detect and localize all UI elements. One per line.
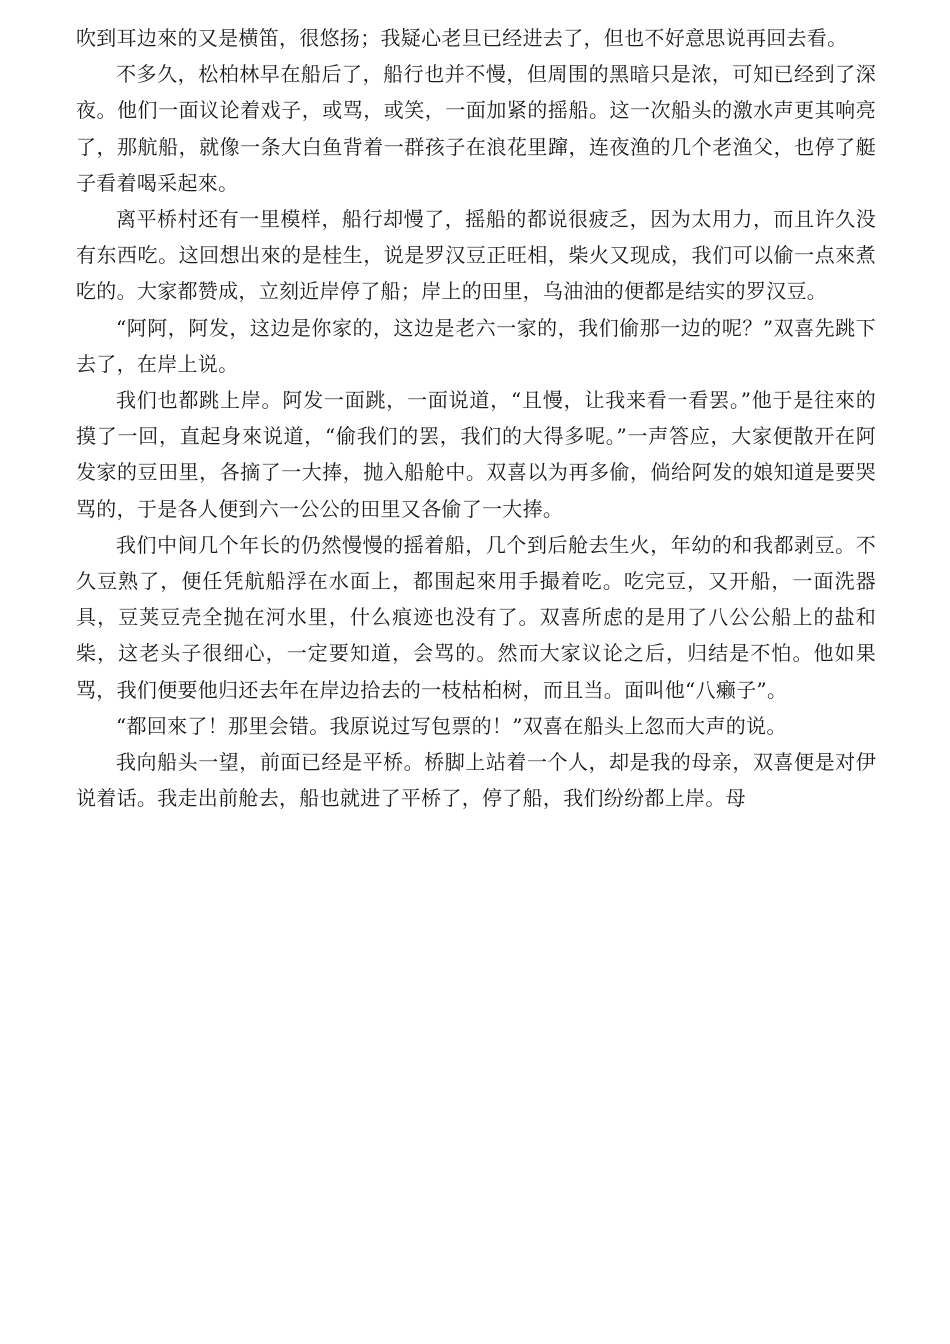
story-text — [76, 20, 876, 816]
paragraph: 不多久，松柏林早在船后了，船行也并不慢，但周围的黑暗只是浓，可知已经到了深夜。他们一面议论着戏子，或骂，或笑，一面加紧的摇船。这一次船头的激水声更其响亮了，那航船，就像一条大白鱼背着一群孩子在浪花里蹿，连夜渔的几个老渔父，也停了艇子看着喝采起來。 — [76, 62, 876, 195]
paragraph: “都回來了！那里会错。我原说过写包票的！”双喜在船头上忽而大声的说。 — [116, 713, 787, 738]
paragraph: 我们也都跳上岸。阿发一面跳，一面说道，“且慢，让我来看一看罢。”他于是往來的摸了一回，直起身來说道，“偷我们的罢，我们的大得多呢。”一声答应，大家便散开在阿发家的豆田里，各摘了一大捧，抛入船舱中。双喜以为再多偷，倘给阿发的娘知道是要哭骂的，于是各人便到六一公公的田里又各偷了一大捧。 — [76, 388, 876, 521]
paragraph: 离平桥村还有一里模样，船行却慢了，摇船的都说很疲乏，因为太用力，而且许久没有东西吃。这回想出來的是桂生，说是罗汉豆正旺相，柴火又现成，我们可以偷一点來煮吃的。大家都赞成，立刻近岸停了船；岸上的田里，乌油油的便都是结实的罗汉豆。 — [76, 207, 876, 304]
paragraph: 我向船头一望，前面已经是平桥。桥脚上站着一个人，却是我的母亲，双喜便是对伊说着话。我走出前舱去，船也就进了平桥了，停了船，我们纷纷都上岸。母 — [76, 750, 876, 811]
paragraph: 我们中间几个年长的仍然慢慢的摇着船，几个到后舱去生火，年幼的和我都剥豆。不久豆熟了，便任凭航船浮在水面上，都围起來用手撮着吃。吃完豆，又开船，一面洗器具，豆荚豆壳全抛在河水里，什么痕迹也没有了。双喜所虑的是用了八公公船上的盐和柴，这老头子很细心，一定要知道，会骂的。然而大家议论之后，归结是不怕。他如果骂，我们便要他归还去年在岸边拾去的一枝枯桕树，而且当。面叫他“八癞子”。 — [76, 532, 876, 702]
paragraph: “阿阿，阿发，这边是你家的，这边是老六一家的，我们偷那一边的呢？”双喜先跳下去了，在岸上说。 — [76, 315, 876, 376]
paragraph: 吹到耳边來的又是横笛，很悠扬；我疑心老旦已经进去了，但也不好意思说再回去看。 — [76, 26, 848, 50]
